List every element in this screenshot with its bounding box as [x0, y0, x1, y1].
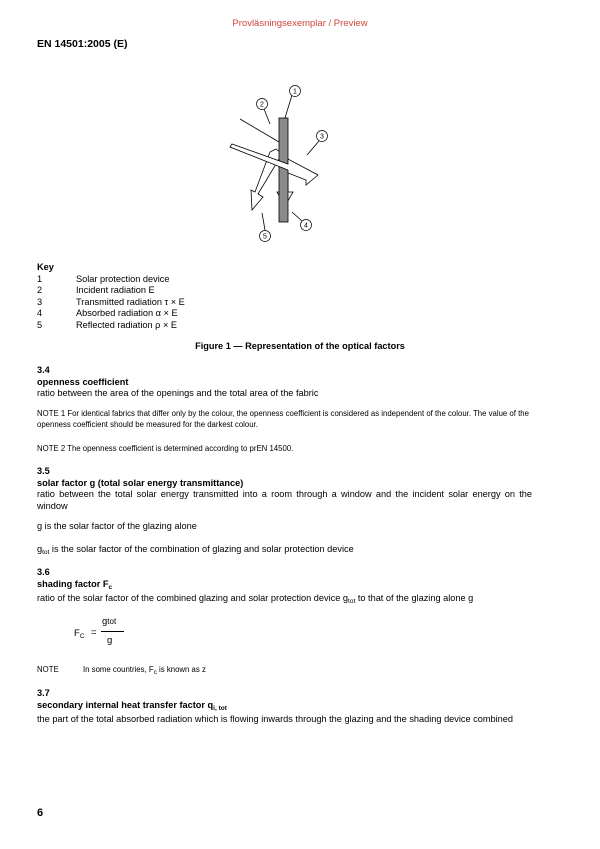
preview-watermark: Provläsningsexemplar / Preview — [232, 18, 368, 29]
section-term: solar factor g (total solar energy transmittance) — [37, 477, 244, 488]
section-number: 3.7 — [37, 688, 50, 698]
optical-factors-figure — [222, 82, 342, 247]
section-term: shading factor $F_c$ — [37, 578, 113, 591]
section-number: 3.6 — [37, 567, 50, 577]
key-item: 1 Solar protection device — [37, 273, 170, 284]
key-item: 3 Transmitted radiation τ × E — [37, 296, 185, 307]
section-definition: ratio between the total solar energy transmitted into a room through a window and the incident solar energy on the window — [37, 489, 532, 511]
section-3-6 — [37, 567, 532, 608]
section-definition: the part of the total absorbed radiation which is flowing inwards through the glazing and the shading device combined — [37, 714, 514, 725]
solar-protection-device — [279, 118, 288, 222]
formula-numerator: gtot — [102, 616, 117, 627]
fraction-bar — [101, 631, 124, 632]
section-definition: ratio of the solar factor of the combined glazing and solar protection device $g_{tot}$ to that of the glazing alone g — [37, 593, 474, 606]
formula-equals: = — [91, 627, 97, 638]
callout-3: 3 — [320, 133, 324, 141]
note-shading: NOTE In some countries, $F_c$ is known as z — [37, 665, 206, 676]
key-item: 5 Reflected radiation ρ × E — [37, 319, 177, 330]
section-3-5 — [37, 466, 532, 512]
key-item: 2 Incident radiation E — [37, 285, 155, 296]
section-3-4 — [37, 365, 532, 400]
section-definition: ratio between the area of the openings and the total area of the fabric — [37, 388, 319, 399]
key-title: Key — [37, 262, 54, 272]
page-number: 6 — [37, 807, 44, 819]
section-3-7 — [37, 688, 532, 726]
key-item: 4 Absorbed radiation α × E — [37, 308, 178, 319]
document-id: EN 14501:2005 (E) — [37, 38, 128, 50]
section-number: 3.5 — [37, 466, 50, 476]
section-term: secondary internal heat transfer factor $q_{i, tot}$ — [37, 699, 227, 712]
shading-factor-formula — [74, 616, 144, 652]
note-1: NOTE 1 For identical fabrics that differ only by the colour, the openness coefficient is considered as independent of the colour. The value of the openness coefficient should be measured for the darkest colour. — [37, 409, 529, 429]
incident-radiation-line — [240, 119, 279, 142]
figure-key — [37, 262, 185, 332]
callout-4: 4 — [304, 222, 308, 230]
callout-5: 5 — [263, 233, 267, 241]
section-number: 3.4 — [37, 365, 50, 375]
note-2: NOTE 2 The openness coefficient is determined according to prEN 14500. — [37, 444, 294, 453]
callout-2: 2 — [260, 101, 264, 109]
formula-denominator: g — [107, 635, 113, 646]
formula-lhs: $F_C$ — [74, 628, 85, 640]
figure-caption: Figure 1 — Representation of the optical factors — [195, 341, 405, 351]
glazing-solar-factor-line: g is the solar factor of the glazing alone — [37, 521, 197, 531]
section-term: openness coefficient — [37, 376, 129, 387]
callout-1: 1 — [293, 88, 297, 96]
gtot-line: $g_{tot}$ is the solar factor of the combination of glazing and solar protection device — [37, 544, 354, 556]
